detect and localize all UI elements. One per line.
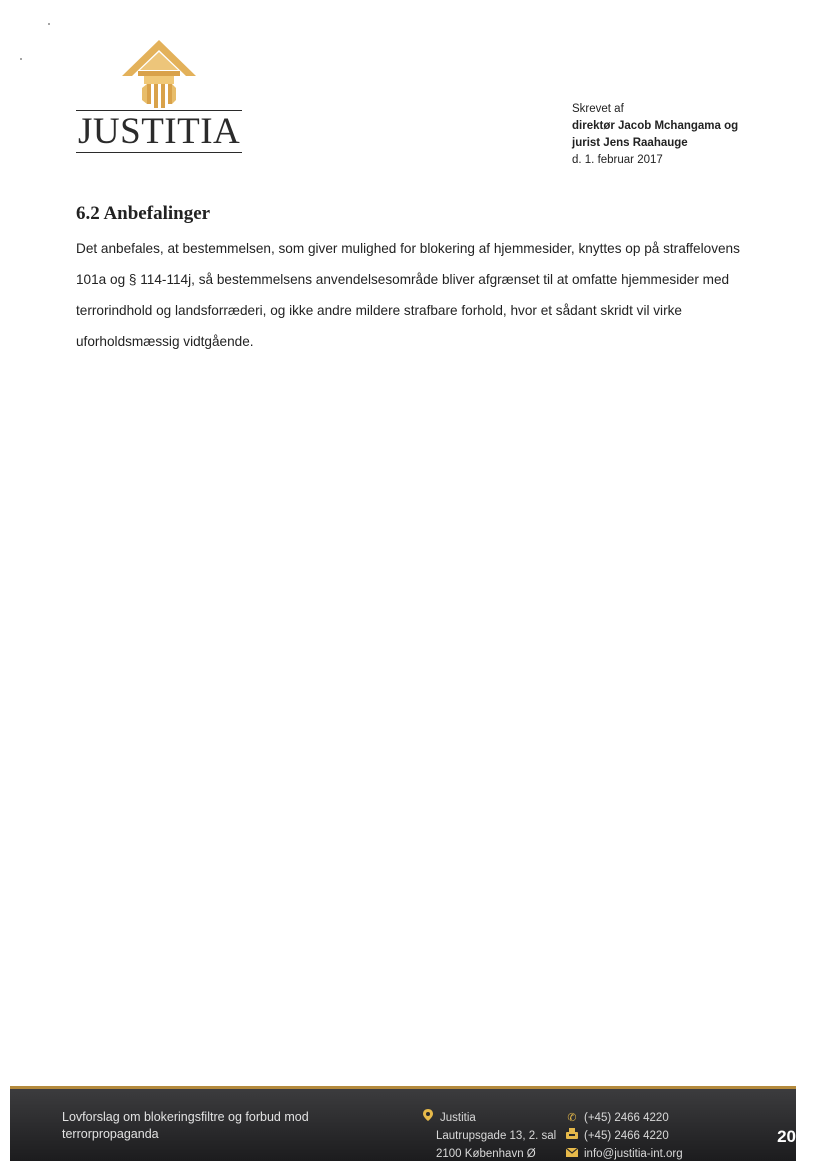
scan-speck (20, 58, 22, 60)
footer-email[interactable]: info@justitia-int.org (584, 1148, 683, 1160)
byline-date: d. 1. februar 2017 (572, 154, 663, 166)
section-paragraph: Det anbefales, at bestemmelsen, som giver mulighed for blokering af hjemmesider, knyttes op på straffelovens 101a og § 114-114j, så bestemmelsens anvendelsesområde bliver afgrænset til at omfatte hjemmesider med terrorindhold og landsforræderi, og ikke andre mildere strafbare forhold, hvor et sådant skridt vil virke uforholdsmæssig vidtgående. (76, 241, 740, 349)
fax-icon (566, 1127, 578, 1145)
temple-emblem-icon (120, 38, 198, 108)
author-byline (572, 101, 738, 169)
page-footer (10, 1089, 796, 1161)
footer-address (422, 1109, 556, 1163)
footer-street: Lautrupsgade 13, 2. sal (436, 1130, 557, 1142)
scan-speck (48, 23, 50, 25)
footer-phone[interactable]: (+45) 2466 4220 (584, 1112, 669, 1124)
footer-document-title (62, 1109, 309, 1143)
location-pin-icon (422, 1109, 434, 1127)
byline-label: Skrevet af (572, 103, 624, 115)
byline-author-1: direktør Jacob Mchangama og (572, 120, 739, 132)
logo-wordmark: JUSTITIA (78, 111, 241, 152)
section-heading: 6.2 Anbefalinger (76, 203, 211, 224)
footer-city: 2100 København Ø (436, 1148, 536, 1160)
byline-author-2: jurist Jens Raahauge (572, 137, 688, 149)
footer-org-name: Justitia (440, 1112, 476, 1124)
justitia-logo (76, 38, 244, 156)
footer-title-line-1: Lovforslag om blokeringsfiltre og forbud mod (62, 1110, 309, 1124)
envelope-icon (566, 1145, 578, 1163)
footer-fax: (+45) 2466 4220 (584, 1130, 669, 1142)
footer-title-line-2: terrorpropaganda (62, 1127, 159, 1141)
page-number: 20 (777, 1127, 796, 1146)
logo-rule-bottom (76, 152, 242, 153)
phone-icon: ✆ (567, 1112, 577, 1124)
footer-contact (566, 1109, 683, 1163)
